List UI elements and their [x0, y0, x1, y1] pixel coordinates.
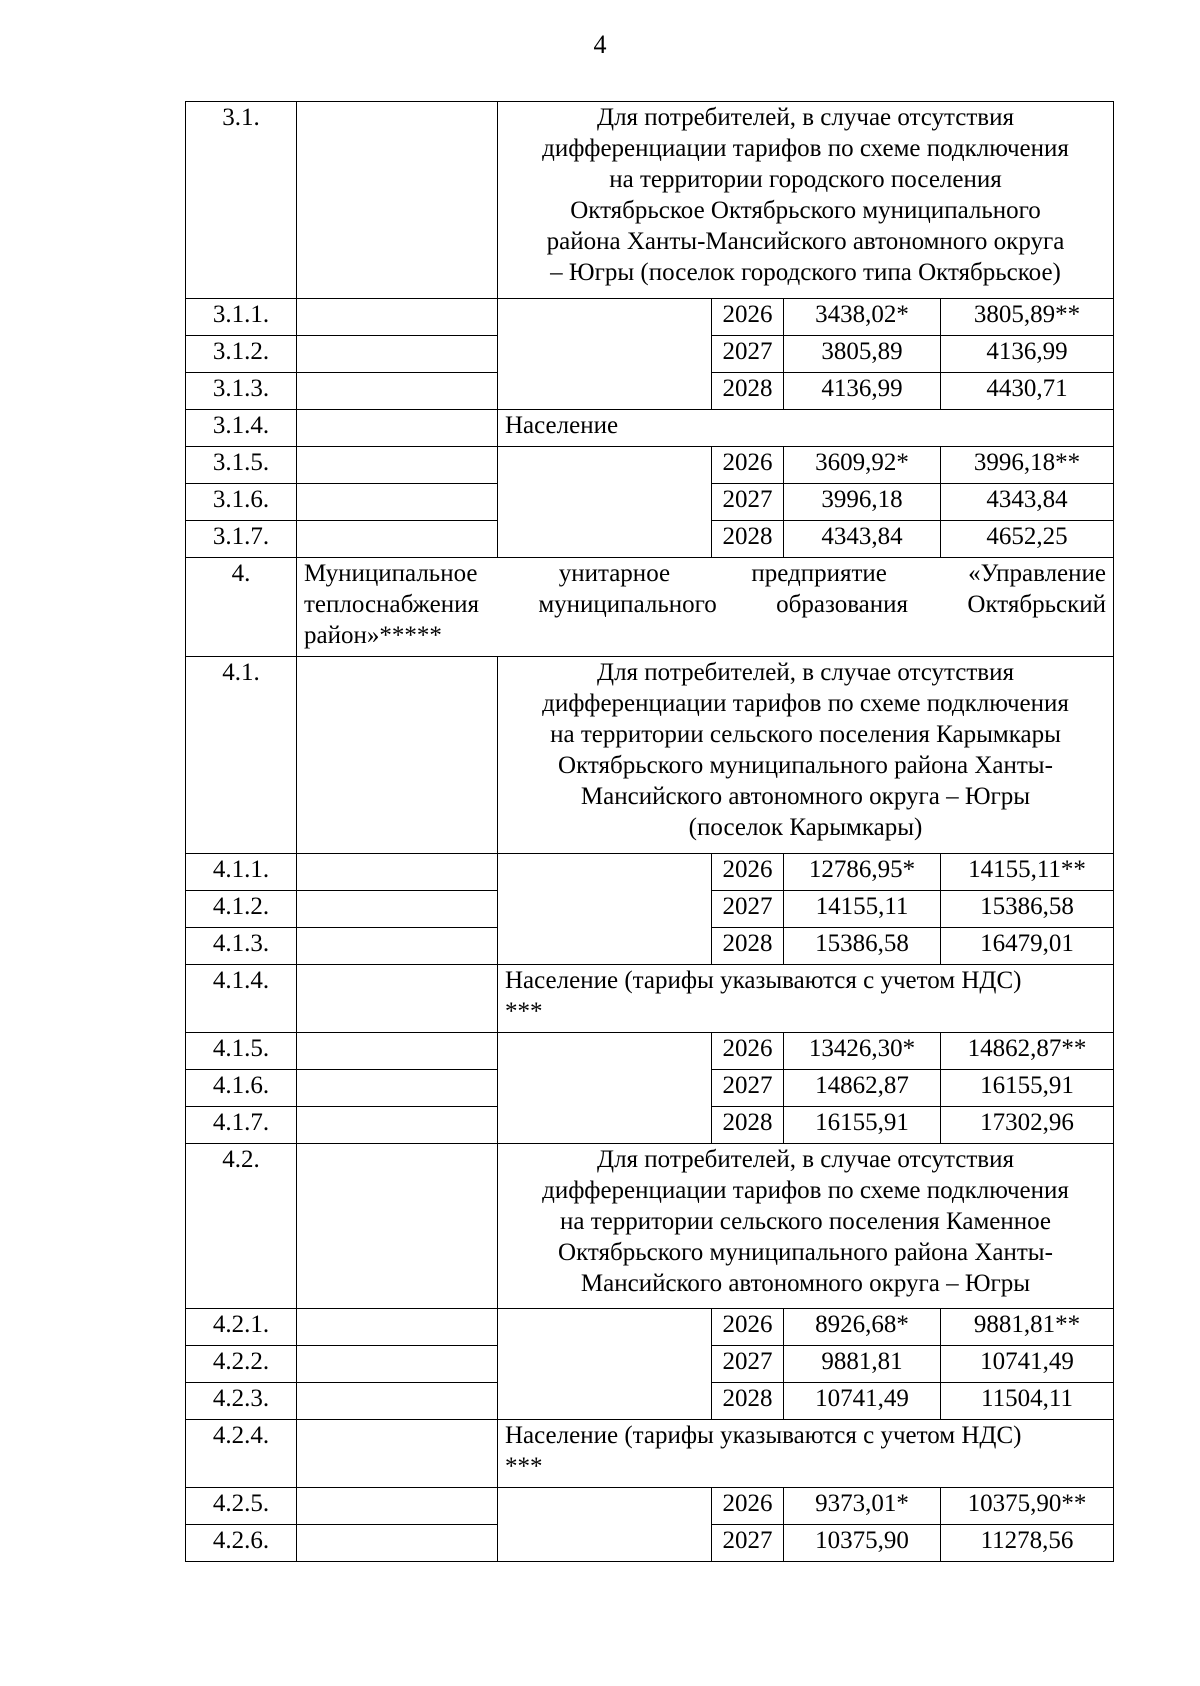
tariff-value: 11278,56 [941, 1525, 1114, 1562]
tariff-value: 4136,99 [784, 373, 941, 410]
year-cell: 2028 [712, 928, 784, 965]
table-row [186, 447, 1114, 484]
row-number: 4.1.7. [186, 1107, 297, 1144]
tariff-value: 9881,81 [784, 1346, 941, 1383]
heading-line: Октябрьского муниципального района Ханты- [558, 1239, 1053, 1266]
table-row [186, 102, 1114, 299]
tariff-value: 16155,91 [784, 1107, 941, 1144]
empty-cell [297, 336, 498, 373]
heading-line: – Югры (поселок городского типа Октябрьское) [550, 259, 1061, 286]
tariff-value: 9881,81** [941, 1309, 1114, 1346]
year-cell: 2027 [712, 1525, 784, 1562]
row-number: 4.1.4. [186, 965, 297, 1033]
section-heading [498, 1144, 1114, 1309]
heading-line: на территории городского поселения [609, 166, 1002, 193]
table-row [186, 1309, 1114, 1346]
row-number: 4.2.3. [186, 1383, 297, 1420]
tariff-value: 8926,68* [784, 1309, 941, 1346]
tariff-value: 11504,11 [941, 1383, 1114, 1420]
population-line: Население (тарифы указываются с учетом НДС) [505, 1422, 1022, 1449]
tariff-value: 3996,18 [784, 484, 941, 521]
row-number: 4.1.2. [186, 891, 297, 928]
empty-cell [297, 1107, 498, 1144]
table-row [186, 1488, 1114, 1525]
rate-label [498, 1033, 712, 1144]
table-row [186, 854, 1114, 891]
heading-line: района Ханты-Мансийского автономного округа [546, 228, 1065, 255]
rate-label [498, 447, 712, 558]
table-row [186, 558, 1114, 657]
table-row [186, 1033, 1114, 1070]
table-row [186, 299, 1114, 336]
heading-line: на территории сельского поселения Карымкары [550, 721, 1061, 748]
section-heading [498, 102, 1114, 299]
population-heading [498, 965, 1114, 1033]
tariff-table [185, 101, 1114, 1562]
heading-line: Мансийского автономного округа – Югры [580, 783, 1031, 810]
row-number: 4. [186, 558, 297, 657]
tariff-value: 10375,90** [941, 1488, 1114, 1525]
tariff-value: 3609,92* [784, 447, 941, 484]
year-cell: 2026 [712, 299, 784, 336]
tariff-value: 3805,89** [941, 299, 1114, 336]
table-row [186, 410, 1114, 447]
heading-line: Для потребителей, в случае отсутствия [597, 1146, 1014, 1173]
empty-cell [297, 1144, 498, 1309]
heading-line: дифференциации тарифов по схеме подключения [542, 1177, 1069, 1204]
organization-line: район»***** [304, 622, 442, 649]
empty-cell [297, 1309, 498, 1346]
empty-cell [297, 1488, 498, 1525]
population-heading: Население [498, 410, 1114, 447]
section-heading [498, 657, 1114, 854]
year-cell: 2027 [712, 891, 784, 928]
row-number: 4.1.5. [186, 1033, 297, 1070]
tariff-value: 10741,49 [941, 1346, 1114, 1383]
year-cell: 2027 [712, 1346, 784, 1383]
heading-line: Для потребителей, в случае отсутствия [597, 104, 1014, 131]
year-cell: 2027 [712, 484, 784, 521]
empty-cell [297, 1346, 498, 1383]
heading-line: (поселок Карымкары) [688, 814, 923, 841]
heading-line: Для потребителей, в случае отсутствия [597, 659, 1014, 686]
year-cell: 2027 [712, 336, 784, 373]
table-row [186, 965, 1114, 1033]
tariff-value: 16155,91 [941, 1070, 1114, 1107]
row-number: 4.2.1. [186, 1309, 297, 1346]
empty-cell [297, 1383, 498, 1420]
row-number: 4.2.5. [186, 1488, 297, 1525]
row-number: 4.1. [186, 657, 297, 854]
row-number: 3.1.7. [186, 521, 297, 558]
rate-label [498, 854, 712, 965]
row-number: 4.1.3. [186, 928, 297, 965]
empty-cell [297, 447, 498, 484]
tariff-value: 3805,89 [784, 336, 941, 373]
tariff-value: 14862,87** [941, 1033, 1114, 1070]
empty-cell [297, 657, 498, 854]
heading-line: дифференциации тарифов по схеме подключения [542, 690, 1069, 717]
tariff-value: 4343,84 [784, 521, 941, 558]
tariff-value: 17302,96 [941, 1107, 1114, 1144]
row-number: 3.1.3. [186, 373, 297, 410]
tariff-value: 14155,11** [941, 854, 1114, 891]
tariff-value: 10375,90 [784, 1525, 941, 1562]
empty-cell [297, 928, 498, 965]
tariff-value: 4430,71 [941, 373, 1114, 410]
population-heading [498, 1420, 1114, 1488]
tariff-value: 12786,95* [784, 854, 941, 891]
tariff-value: 13426,30* [784, 1033, 941, 1070]
row-number: 4.2.6. [186, 1525, 297, 1562]
organization-line: Муниципальное унитарное предприятие «Управление [304, 560, 1106, 587]
organization-line: теплоснабжения муниципального образования Октябрьский [304, 591, 1106, 618]
empty-cell [297, 373, 498, 410]
year-cell: 2028 [712, 1107, 784, 1144]
empty-cell [297, 102, 498, 299]
page-number: 4 [593, 30, 607, 59]
empty-cell [297, 854, 498, 891]
table-row [186, 1144, 1114, 1309]
year-cell: 2026 [712, 854, 784, 891]
tariff-value: 15386,58 [784, 928, 941, 965]
year-cell: 2028 [712, 373, 784, 410]
row-number: 3.1.1. [186, 299, 297, 336]
tariff-value: 9373,01* [784, 1488, 941, 1525]
tariff-value: 10741,49 [784, 1383, 941, 1420]
year-cell: 2026 [712, 1488, 784, 1525]
year-cell: 2027 [712, 1070, 784, 1107]
row-number: 4.1.1. [186, 854, 297, 891]
tariff-value: 4136,99 [941, 336, 1114, 373]
empty-cell [297, 965, 498, 1033]
heading-line: Октябрьского муниципального района Ханты- [558, 752, 1053, 779]
tariff-value: 4652,25 [941, 521, 1114, 558]
population-line: *** [505, 998, 543, 1025]
heading-line: дифференциации тарифов по схеме подключения [542, 135, 1069, 162]
population-line: Население (тарифы указываются с учетом НДС) [505, 967, 1022, 994]
year-cell: 2026 [712, 447, 784, 484]
year-cell: 2028 [712, 1383, 784, 1420]
year-cell: 2026 [712, 1309, 784, 1346]
row-number: 3.1.6. [186, 484, 297, 521]
table-row [186, 1420, 1114, 1488]
empty-cell [297, 1070, 498, 1107]
tariff-value: 15386,58 [941, 891, 1114, 928]
tariff-value: 14862,87 [784, 1070, 941, 1107]
empty-cell [297, 299, 498, 336]
year-cell: 2026 [712, 1033, 784, 1070]
row-number: 4.2.2. [186, 1346, 297, 1383]
table-row [186, 657, 1114, 854]
row-number: 3.1.5. [186, 447, 297, 484]
tariff-value: 14155,11 [784, 891, 941, 928]
year-cell: 2028 [712, 521, 784, 558]
empty-cell [297, 410, 498, 447]
heading-line: на территории сельского поселения Каменное [559, 1208, 1052, 1235]
empty-cell [297, 1525, 498, 1562]
tariff-value: 3438,02* [784, 299, 941, 336]
population-line: *** [505, 1453, 543, 1480]
rate-label [498, 1309, 712, 1420]
row-number: 3.1.4. [186, 410, 297, 447]
empty-cell [297, 1033, 498, 1070]
rate-label [498, 299, 712, 410]
row-number: 3.1.2. [186, 336, 297, 373]
empty-cell [297, 484, 498, 521]
row-number: 3.1. [186, 102, 297, 299]
tariff-value: 16479,01 [941, 928, 1114, 965]
tariff-value: 4343,84 [941, 484, 1114, 521]
organization-name [297, 558, 1114, 657]
row-number: 4.1.6. [186, 1070, 297, 1107]
row-number: 4.2. [186, 1144, 297, 1309]
empty-cell [297, 891, 498, 928]
row-number: 4.2.4. [186, 1420, 297, 1488]
empty-cell [297, 521, 498, 558]
heading-line: Мансийского автономного округа – Югры [580, 1270, 1031, 1297]
rate-label [498, 1488, 712, 1562]
empty-cell [297, 1420, 498, 1488]
heading-line: Октябрьское Октябрьского муниципального [570, 197, 1041, 224]
tariff-value: 3996,18** [941, 447, 1114, 484]
